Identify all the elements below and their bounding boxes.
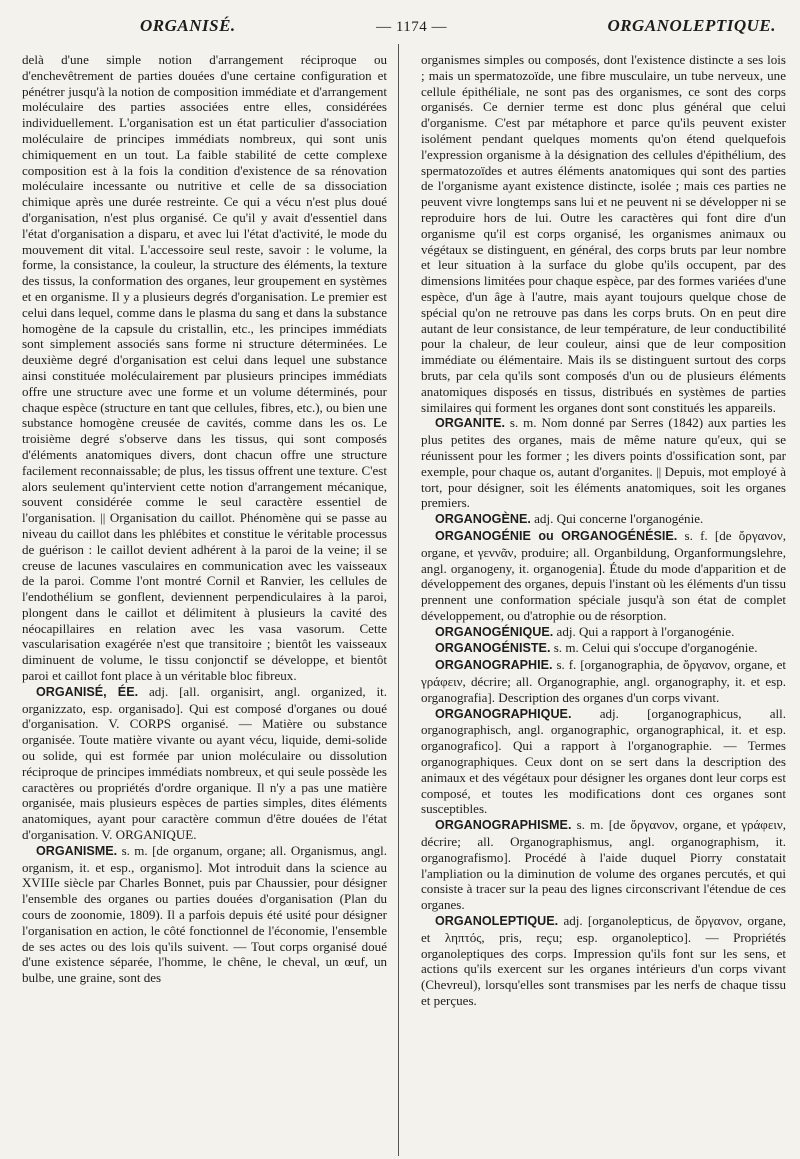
entry-definition: s. m. Celui qui s'occupe d'organogénie. [553, 640, 758, 656]
entry-headword: ORGANOGÉNIE ou ORGANOGÉNÉSIE. [435, 528, 678, 543]
entry-definition: s. m. Nom donné par Serres (1842) aux parties les plus petites des organes, mais de même nature qu'eux, qui se réunissent pour les former ; les divers points d'ossification sont, par exemple, pour chaque os, autant d'organites. || Depuis, mot employé à tort, pour désigner, soit les éléments anatomiques, soit les organes premiers. [421, 415, 786, 511]
entry-organographie [421, 657, 786, 705]
entry-definition: adj. [organographicus, all. organographisch, angl. organographic, organographical, it. et esp. organografico]. Qui a rapport à l'organographie. — Termes organographiques. Ceux dont on se sert dans la description des animaux et des végétaux pour désigner les organes dont leur corps est composé, et toutes les modifications dont ces organes sont susceptibles. [421, 705, 786, 817]
entry-organographique [421, 706, 786, 818]
continued-paragraph: organismes simples ou composés, dont l'existence distincte a ses lois ; mais un spermatozoïde, une fibre musculaire, un tube nerveux, une cellule épithéliale, ne sont pas des organismes, ce sont des corps organisés. Ce dernier terme est donc plus général que celui d'organisme. C'est par métaphore et parce qu'ils peuvent exister isolément pendant quelques moments qu'on étend quelquefois l'expression organisme à la désignation des cellules d'épithélium, des spermatozoïdes et autres éléments anatomiques qui sont des parties de l'organisme ayant existence distincte, isolée ; mais ces parties ne peuvent vivre longtemps sans lui et ne peuvent ni se développer ni se reproduire hors de lui. Outre les caractères qui font dire d'un organisme qu'il est corps organisé, les organismes animaux ou végétaux se distinguent, en général, des corps bruts par leur nombre et leur situation à la surface du globe qu'ils occupent, par des dimensions limitées pour chaque espèce, par des formes variées d'une espèce, d'un âge à l'autre, mais ayant toujours quelque chose de spécial qu'on ne retrouve pas dans les corps bruts. On en peut dire autant de leur consistance, de leur température, de leur conductibilité pour la chaleur, de leur couleur, ainsi que de leur composition immédiate ou élémentaire. Mais ils se distinguent surtout des corps bruts, par cela qu'ils sont composés d'un ou de plusieurs éléments anatomiques disposés en tissus, distribués en systèmes de parties similaires qui forment les organes dont sont constitués les appareils. [421, 52, 786, 415]
entry-headword: ORGANISME. [36, 843, 118, 858]
entry-definition: adj. [organolepticus, de ὄργανον, organe, et ληπτός, pris, reçu; esp. organoleptico]. — Propriétés organoleptiques des corps. Impression qu'ils font sur les sens, et actions qu'ils exercent sur les organes intérieurs d'un corps vivant (Chevreul), lorsqu'elles sont transmises par les nerfs de chaque tissu et perçues. [421, 913, 786, 1009]
right-column [421, 52, 786, 1009]
entry-organogenie [421, 528, 786, 624]
entry-headword: ORGANOGÉNISTE. [435, 641, 551, 656]
header-left-title: ORGANISÉ. [140, 16, 236, 35]
entry-definition: s. m. [de ὄργανον, organe, et γράφειν, décrire; all. Organographismus, angl. organographism, it. organografismo]. Procédé à l'aide duquel Piorry constatait l'ampliation ou la diminution de volume des organes percutés, et qui consiste à tracer sur la peau des lignes circonscrivant l'étendue de ces organes. [421, 817, 786, 913]
entry-headword: ORGANOGRAPHIE. [435, 658, 553, 673]
entry-definition: s. m. [de organum, organe; all. Organismus, angl. organism, it. et esp., organismo]. Mot introduit dans la science au XVIIIe siècle par Charles Bonnet, puis par Chaussier, pour désigner l'ensemble des organes ou parties douées d'organisation (Plan du cours de zoonomie, 1809). Il a parfois depuis été usité pour désigner l'organisation en action, le côté fonctionnel de l'économie, l'ensemble de ses actes ou des lois qu'ils suivent. — Tout corps organisé doué d'une existence séparée, l'homme, le chêne, le cheval, un œuf, un bulbe, une graine, sont des [22, 842, 388, 986]
entry-organographisme [421, 817, 786, 913]
column-divider [398, 44, 399, 1156]
entry-headword: ORGANOGRAPHIQUE. [435, 706, 572, 721]
entry-definition: adj. Qui concerne l'organogénie. [534, 511, 704, 527]
entry-organisme [22, 843, 387, 986]
text-columns [22, 52, 786, 1009]
entry-headword: ORGANOGÉNIQUE. [435, 624, 554, 639]
entry-headword: ORGANISÉ, ÉE. [36, 684, 139, 699]
entry-organogeniste [421, 640, 786, 657]
entry-organite [421, 415, 786, 511]
entry-definition: adj. [all. organisirt, angl. organized, it. organizzato, esp. organisado]. Qui est composé d'organes ou doué d'organisation. V. CORPS organisé. — Matière ou substance organisée. Toute matière vivante ou ayant vécu, liquide, demi-solide ou solide, qui est formée par union moléculaire ou dissolution réciproque de principes immédiats nombreux, et qui seule possède les caractères ou propriétés d'ordre organique. Il n'y a pas une matière organisée, mais plusieurs espèces de parties simples, dites éléments anatomiques, ayant pour caractère commun d'être douées de l'état d'organisation. V. ORGANIQUE. [22, 683, 387, 843]
entry-headword: ORGANOGÈNE. [435, 512, 531, 527]
entry-headword: ORGANOLEPTIQUE. [435, 914, 559, 929]
header-right-title: ORGANOLEPTIQUE. [607, 16, 776, 35]
entry-definition: adj. Qui a rapport à l'organogénie. [556, 623, 735, 639]
continued-paragraph: delà d'une simple notion d'arrangement réciproque ou d'enchevêtrement de parties douées d'une certaine configuration et pénétrer jusqu'à la notion de composition immédiate et d'arrangement moléculaire des parties associées entre elles, considérées individuellement. L'organisation est un état particulier d'association moléculaire de principes immédiats nombreux, qui sont unis chimiquement en un tout. La faible stabilité de cette complexe composition est à la fois la condition d'existence de sa rénovation moléculaire incessante ou nutritive et celle de sa dissociation chimique après une durée restreinte. Ce qui a vécu n'est plus doué d'organisation, n'est plus organisé. Ce qu'il y avait d'essentiel dans l'état d'organisation a disparu, et avec lui l'état d'activité, le mode du mouvement dit vital. L'accessoire seul reste, savoir : le volume, la forme, la consistance, la couleur, la structure des éléments, la texture des tissus, la conformation des organes, leur groupement en systèmes et en organisme. Il y a plusieurs degrés d'organisation. Le premier est celui dans lequel, comme dans le plasma du sang et dans la substance homogène de la capsule du cristallin, etc., les principes immédiats sont simplement associés sans forme ni structure déterminées. Le deuxième degré d'organisation est celui dans lequel une substance ainsi constituée moléculairement par plusieurs principes immédiats offre une structure avec une forme et un volume déterminés, pour chaque espèce (structure en tant que cellules, fibres, etc.), ou bien une substance homogène creusée de cavités, comme dans les os. Le troisième degré s'observe dans les tissus, qui sont composés d'éléments anatomiques divers, dont chacun offre une structure facilement reconnaissable; de plus, les tissus offrent une texture. C'est alors seulement qu'intervient cette notion d'arrangement mécanique, souvent considérée comme le seul caractère essentiel de l'organisation. || Organisation du caillot. Phénomène qui se passe au niveau du caillot dans les phlébites et constitue le véritable processus de guérison : le caillot devient adhérent à la paroi de la veine; il se creuse de lacunes vasculaires en communication avec les vaisseaux de la paroi. Comme l'ont montré Cornil et Ranvier, les cellules de l'endothélium se gonflent, deviennent perpendiculaires à la paroi, plongent dans le caillot et délimitent à plusieurs la cavité des néocapillaires en relation avec les vasa vasorum. Cette vascularisation exagérée n'est que transitoire ; bientôt les vaisseaux diminuent de volume, le tissu conjonctif se développe, et bientôt paroi et caillot font place à un véritable bloc fibreux. [22, 52, 387, 684]
entry-organogenique [421, 624, 786, 641]
running-header [22, 16, 786, 40]
entry-definition: s. f. [de ὄργανον, organe, et γεννᾶν, produire; all. Organbildung, Organformungslehre, angl. organogeny, it. organogenia]. Étude du mode d'apparition et de développement des organes, depuis l'instant où les éléments d'un tissu prennent une conformation spéciale jusqu'à son état de complet développement, ou d'atrophie ou de résorption. [421, 527, 786, 623]
page-number: — 1174 — [376, 19, 448, 35]
entry-headword: ORGANOGRAPHISME. [435, 818, 572, 833]
entry-organise [22, 684, 387, 843]
left-column [22, 52, 387, 1009]
entry-organoleptique [421, 913, 786, 1009]
entry-headword: ORGANITE. [435, 416, 505, 431]
entry-organogene [421, 511, 786, 528]
entry-definition: s. f. [organographia, de ὄργανον, organe, et γράφειν, décrire; all. Organographie, angl. organography, it. et esp. organografia]. Description des organes d'un corps vivant. [421, 657, 786, 705]
